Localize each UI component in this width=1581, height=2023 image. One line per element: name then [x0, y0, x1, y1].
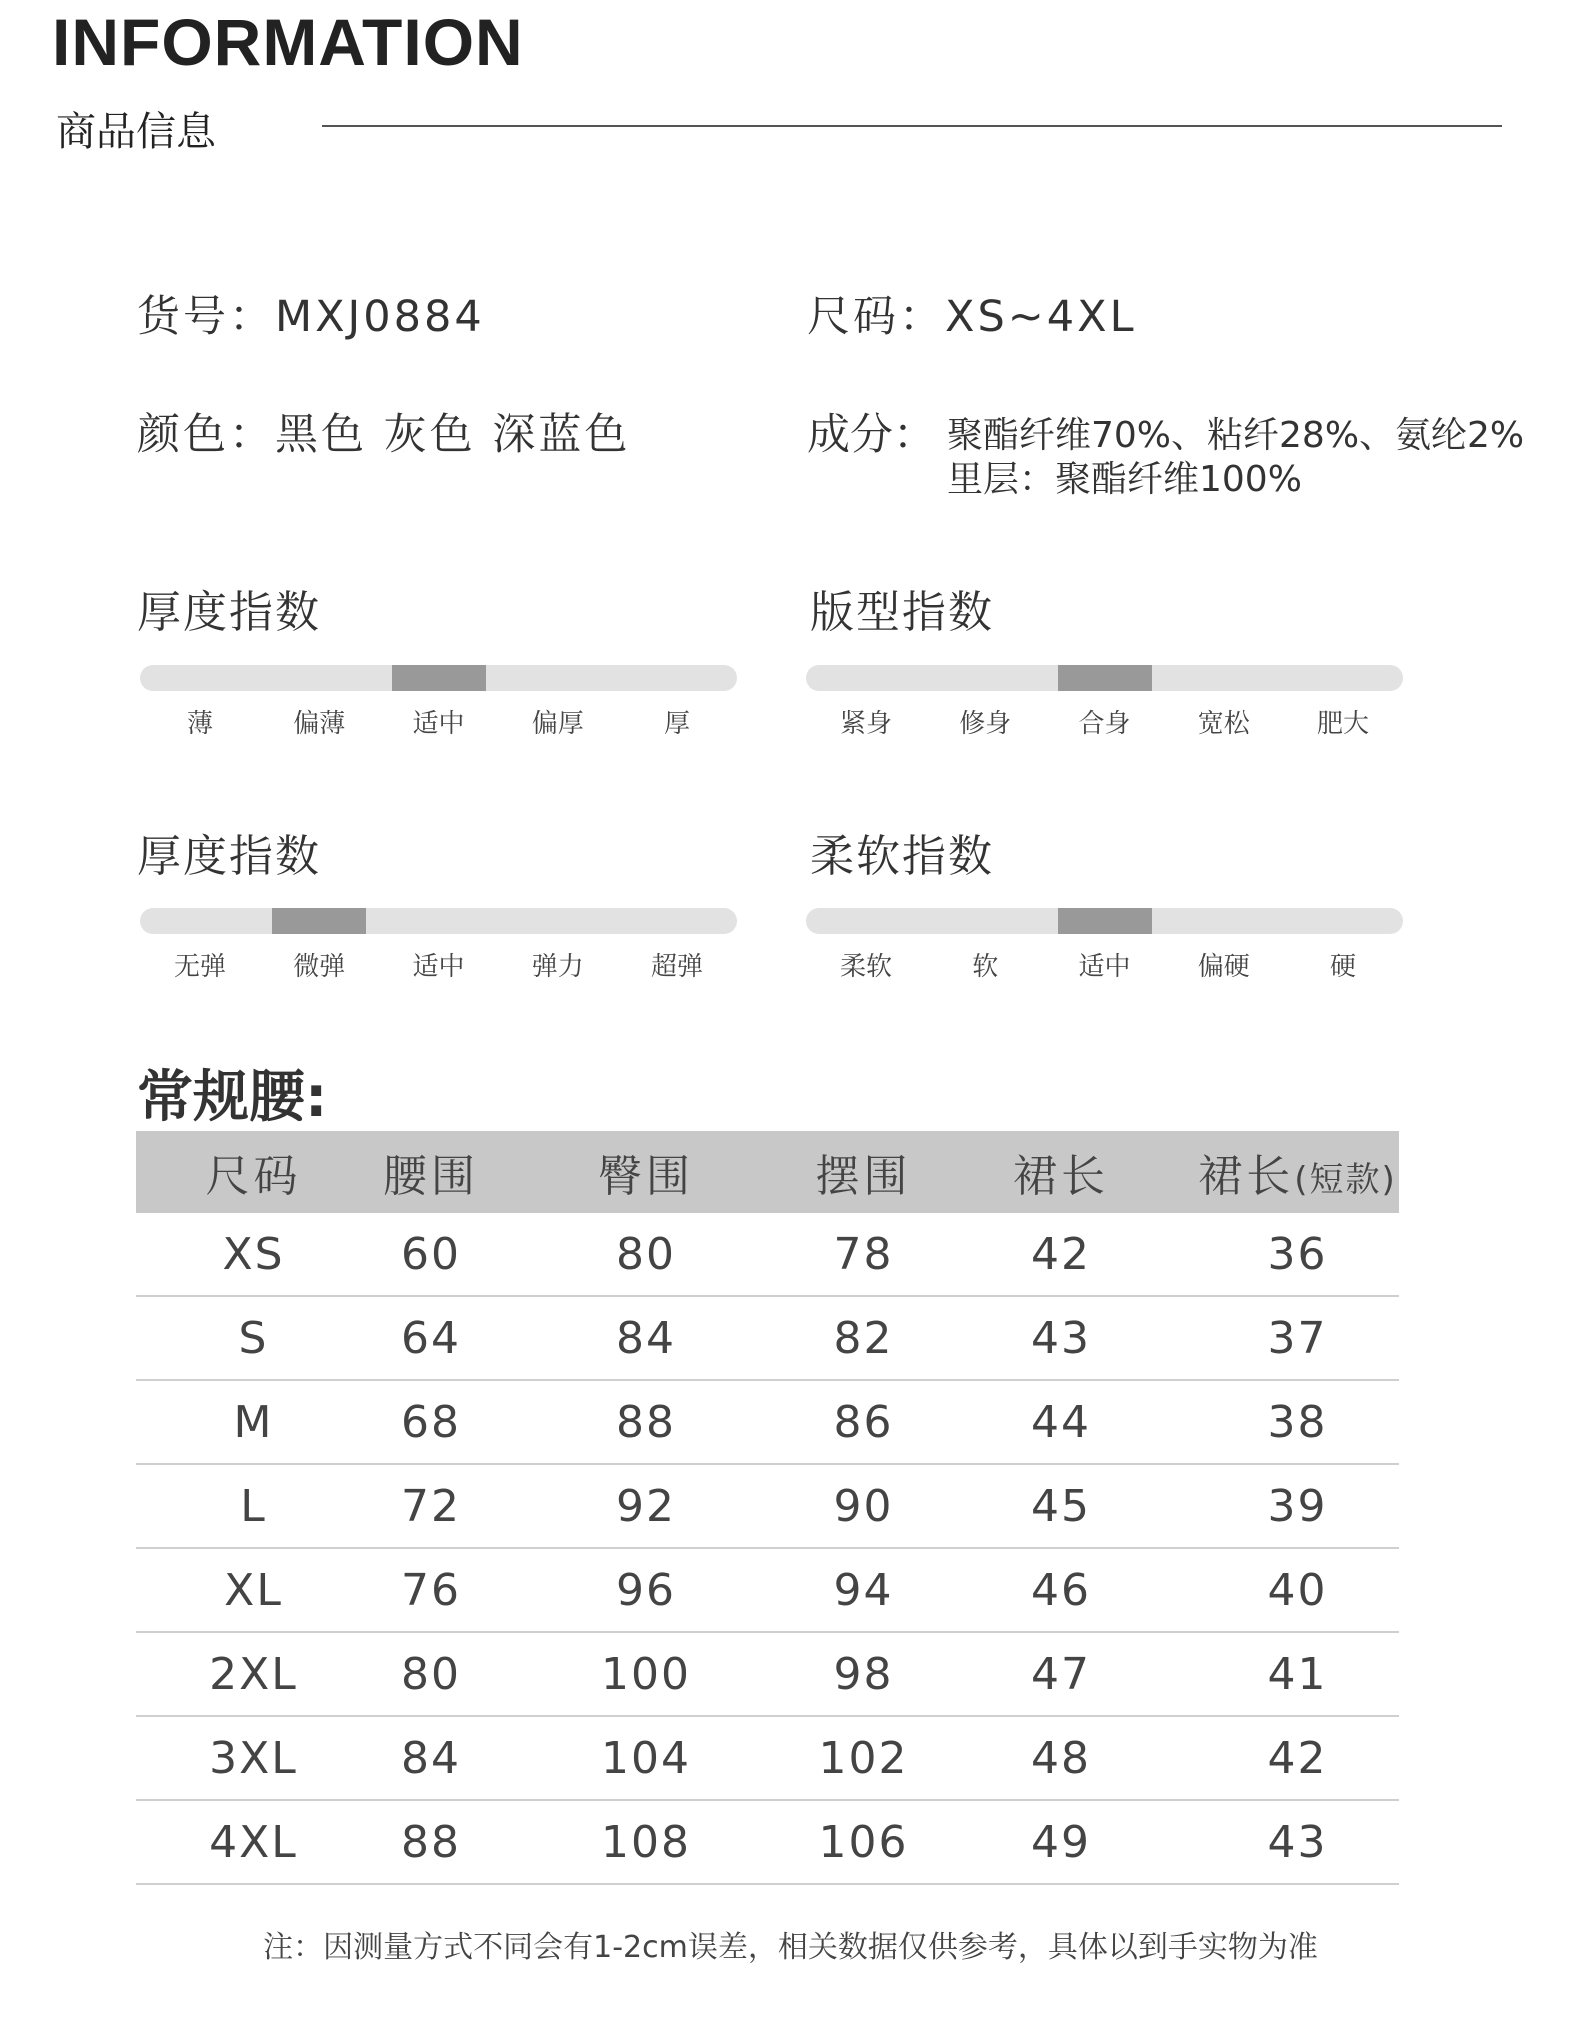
color-row — [137, 410, 630, 460]
gauge-tick: 薄 — [186, 709, 213, 739]
gauge-elasticity — [140, 908, 737, 1028]
col-header-hem: 摆围 — [801, 1131, 926, 1213]
gauge-tick: 偏厚 — [531, 709, 584, 739]
cell-size: XS — [136, 1213, 371, 1296]
item-number-value: MXJ0884 — [275, 292, 485, 342]
item-number-row — [137, 292, 485, 342]
cell-hem: 106 — [801, 1800, 926, 1884]
gauge-tick: 适中 — [412, 952, 465, 982]
composition-label: 成分： — [807, 410, 936, 460]
size-table-title: 常规腰: — [137, 1065, 328, 1130]
table-row — [136, 1380, 1399, 1464]
gauge-tick: 适中 — [412, 709, 465, 739]
cell-waist: 76 — [371, 1548, 491, 1632]
gauge-tick: 弹力 — [531, 952, 584, 982]
gauge-tick: 修身 — [959, 709, 1012, 739]
gauge-marker — [272, 908, 366, 934]
cell-skirt-length-short: 43 — [1196, 1800, 1399, 1884]
size-table — [136, 1131, 1399, 1885]
cell-hem: 98 — [801, 1632, 926, 1716]
gauge-tick: 微弹 — [293, 952, 346, 982]
gauge-title-thickness: 厚度指数 — [137, 587, 321, 638]
gauge-tick: 肥大 — [1316, 709, 1369, 739]
size-range-value: XS~4XL — [945, 292, 1137, 342]
cell-hem: 90 — [801, 1464, 926, 1548]
cell-skirt-length: 43 — [926, 1296, 1196, 1380]
gauge-title-elasticity: 厚度指数 — [137, 831, 321, 882]
cell-skirt-length: 46 — [926, 1548, 1196, 1632]
cell-hem: 86 — [801, 1380, 926, 1464]
cell-skirt-length: 48 — [926, 1716, 1196, 1800]
gauge-title-fit: 版型指数 — [810, 587, 994, 638]
cell-skirt-length-short: 42 — [1196, 1716, 1399, 1800]
cell-skirt-length: 44 — [926, 1380, 1196, 1464]
gauge-thickness — [140, 665, 737, 785]
table-row — [136, 1464, 1399, 1548]
gauge-tick: 紧身 — [839, 709, 892, 739]
item-number-label: 货号： — [137, 292, 275, 342]
cell-skirt-length: 45 — [926, 1464, 1196, 1548]
table-row — [136, 1296, 1399, 1380]
gauge-tick: 厚 — [663, 709, 690, 739]
cell-skirt-length: 47 — [926, 1632, 1196, 1716]
page-title-en: INFORMATION — [52, 5, 524, 79]
table-row — [136, 1800, 1399, 1884]
cell-size: 4XL — [136, 1800, 371, 1884]
cell-skirt-length-short: 40 — [1196, 1548, 1399, 1632]
gauge-title-softness: 柔软指数 — [810, 831, 994, 882]
cell-hip: 88 — [491, 1380, 801, 1464]
cell-hip: 108 — [491, 1800, 801, 1884]
cell-waist: 88 — [371, 1800, 491, 1884]
cell-waist: 68 — [371, 1380, 491, 1464]
measurement-note: 注：因测量方式不同会有1-2cm误差，相关数据仅供参考，具体以到手实物为准 — [263, 1930, 1318, 1965]
cell-skirt-length-short: 36 — [1196, 1213, 1399, 1296]
gauge-tick: 软 — [972, 952, 999, 982]
gauge-fit — [806, 665, 1403, 785]
gauge-tick: 硬 — [1329, 952, 1356, 982]
cell-hem: 94 — [801, 1548, 926, 1632]
cell-skirt-length-short: 39 — [1196, 1464, 1399, 1548]
gauge-tick: 柔软 — [839, 952, 892, 982]
cell-hip: 92 — [491, 1464, 801, 1548]
col-header-size: 尺码 — [136, 1131, 371, 1213]
page-title-cn: 商品信息 — [56, 109, 216, 155]
table-row — [136, 1632, 1399, 1716]
cell-hip: 96 — [491, 1548, 801, 1632]
cell-size: M — [136, 1380, 371, 1464]
gauge-tick: 无弹 — [173, 952, 226, 982]
cell-size: 2XL — [136, 1632, 371, 1716]
cell-waist: 64 — [371, 1296, 491, 1380]
gauge-marker — [392, 665, 486, 691]
cell-hip: 100 — [491, 1632, 801, 1716]
col-header-waist: 腰围 — [371, 1131, 491, 1213]
cell-hip: 84 — [491, 1296, 801, 1380]
table-row — [136, 1548, 1399, 1632]
cell-size: XL — [136, 1548, 371, 1632]
cell-hem: 102 — [801, 1716, 926, 1800]
table-row — [136, 1716, 1399, 1800]
gauge-track — [140, 908, 737, 934]
color-label: 颜色： — [137, 410, 275, 460]
title-divider — [322, 125, 1502, 127]
table-row — [136, 1213, 1399, 1296]
cell-waist: 80 — [371, 1632, 491, 1716]
gauge-marker — [1058, 908, 1152, 934]
cell-hem: 78 — [801, 1213, 926, 1296]
gauge-tick: 超弹 — [650, 952, 703, 982]
size-range-row — [807, 292, 1137, 342]
cell-skirt-length-short: 38 — [1196, 1380, 1399, 1464]
cell-waist: 84 — [371, 1716, 491, 1800]
col-header-skirt-length-short-main: 裙长 — [1198, 1151, 1295, 1202]
col-header-short-suffix: (短款) — [1294, 1160, 1397, 1200]
col-header-skirt-length: 裙长 — [926, 1131, 1196, 1213]
cell-waist: 72 — [371, 1464, 491, 1548]
gauge-softness — [806, 908, 1403, 1028]
size-range-label: 尺码： — [807, 292, 945, 342]
cell-size: S — [136, 1296, 371, 1380]
cell-hip: 80 — [491, 1213, 801, 1296]
color-value: 黑色 灰色 深蓝色 — [275, 410, 631, 460]
cell-skirt-length-short: 41 — [1196, 1632, 1399, 1716]
gauge-tick: 适中 — [1078, 952, 1131, 982]
cell-skirt-length: 49 — [926, 1800, 1196, 1884]
composition-line1: 聚酯纤维70%、粘纤28%、氨纶2% — [947, 415, 1525, 456]
gauge-marker — [1058, 665, 1152, 691]
col-header-skirt-length-short — [1196, 1131, 1399, 1213]
composition-line2: 里层：聚酯纤维100% — [947, 459, 1302, 500]
cell-hem: 82 — [801, 1296, 926, 1380]
col-header-hip: 臀围 — [491, 1131, 801, 1213]
cell-skirt-length: 42 — [926, 1213, 1196, 1296]
gauge-tick: 偏薄 — [293, 709, 346, 739]
cell-size: 3XL — [136, 1716, 371, 1800]
cell-waist: 60 — [371, 1213, 491, 1296]
cell-size: L — [136, 1464, 371, 1548]
gauge-tick: 偏硬 — [1197, 952, 1250, 982]
gauge-tick: 合身 — [1078, 709, 1131, 739]
cell-hip: 104 — [491, 1716, 801, 1800]
cell-skirt-length-short: 37 — [1196, 1296, 1399, 1380]
table-header-row — [136, 1131, 1399, 1213]
gauge-tick: 宽松 — [1197, 709, 1250, 739]
